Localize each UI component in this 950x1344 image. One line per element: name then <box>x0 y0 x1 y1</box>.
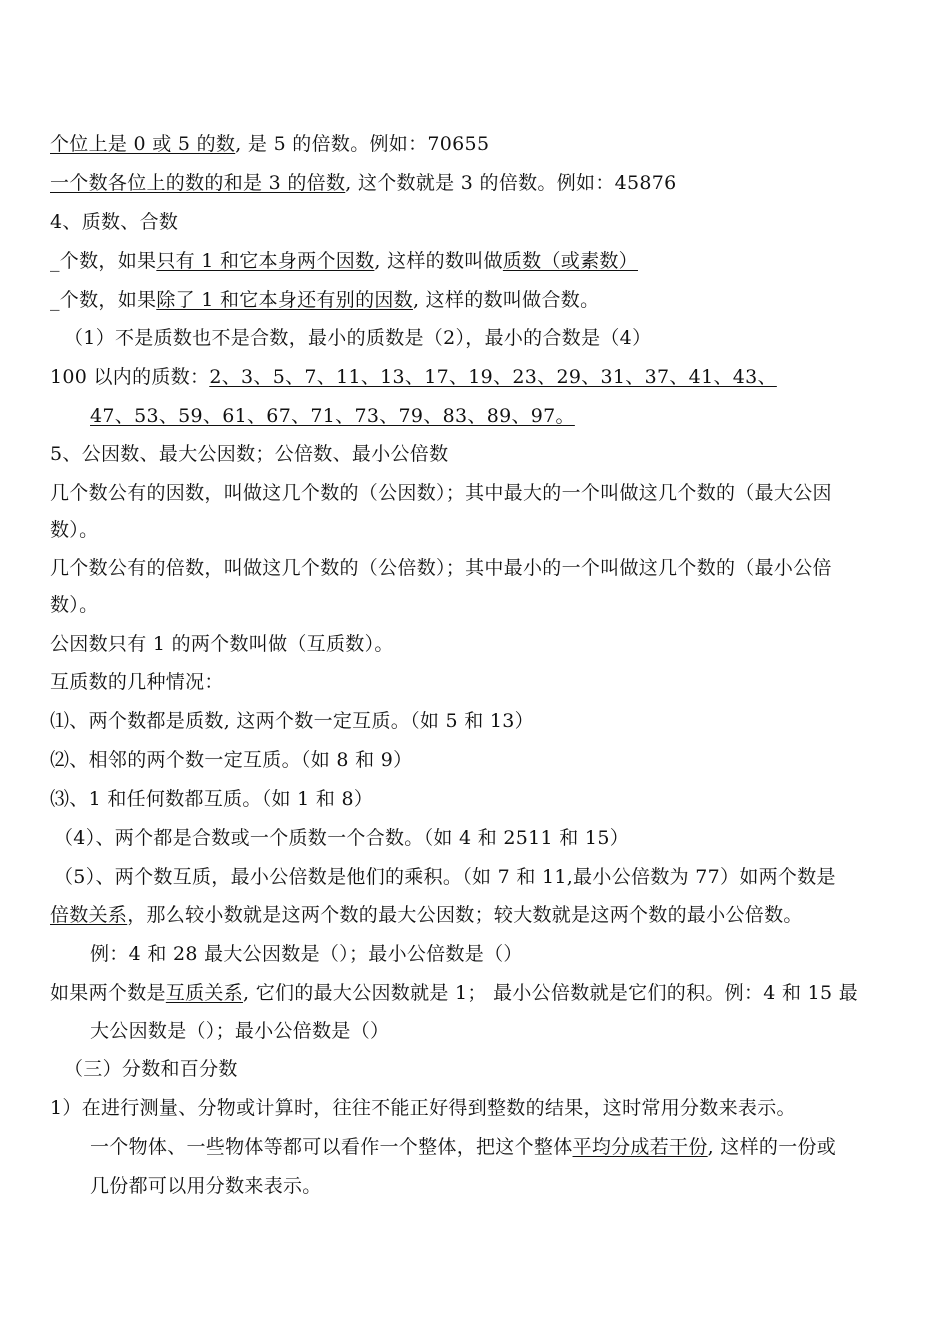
text-line: _个数，如果只有 1 和它本身两个因数, 这样的数叫做质数（或素数） <box>50 250 638 272</box>
text-line: 如果两个数是互质关系, 它们的最大公因数就是 1； 最小公倍数就是它们的积。例：4 和 15 最 <box>50 982 859 1004</box>
text-line: 47、53、59、61、67、71、73、79、83、89、97。 <box>90 405 575 427</box>
text-line: ⑴、两个数都是质数, 这两个数一定互质。（如 5 和 13） <box>50 710 534 732</box>
section-heading: （三）分数和百分数 <box>64 1058 238 1080</box>
section-heading: 4、质数、合数 <box>50 211 179 233</box>
text-line: 个位上是 0 或 5 的数, 是 5 的倍数。例如：70655 <box>50 133 490 155</box>
text-line: 几个数公有的因数，叫做这几个数的（公因数）；其中最大的一个叫做这几个数的（最大公因 <box>50 482 832 504</box>
text-line: ⑶、1 和任何数都互质。（如 1 和 8） <box>50 788 374 810</box>
text-line: _个数，如果除了 1 和它本身还有别的因数, 这样的数叫做合数。 <box>50 289 600 311</box>
text-line: （4）、两个都是合数或一个质数一个合数。（如 4 和 2511 和 15） <box>54 827 630 849</box>
text-line: 几份都可以用分数来表示。 <box>90 1175 322 1197</box>
text-line: （5）、两个数互质，最小公倍数是他们的乘积。（如 7 和 11,最小公倍数为 77）如两个数是 <box>54 866 836 888</box>
section-heading: 5、公因数、最大公因数；公倍数、最小公倍数 <box>50 443 449 465</box>
text-line: 数）。 <box>50 594 99 616</box>
text-line: （1）不是质数也不是合数，最小的质数是（2），最小的合数是（4） <box>64 327 652 349</box>
text-line: 大公因数是（）；最小公倍数是（） <box>90 1020 390 1042</box>
text-line: 互质数的几种情况： <box>50 671 224 693</box>
text-line: ⑵、相邻的两个数一定互质。（如 8 和 9） <box>50 749 413 771</box>
text-line: 数）。 <box>50 519 99 541</box>
text-line: 100 以内的质数：2、3、5、7、11、13、17、19、23、29、31、37、41、43、 <box>50 366 777 388</box>
text-line: 1）在进行测量、分物或计算时，往往不能正好得到整数的结果，这时常用分数来表示。 <box>50 1097 796 1119</box>
text-line: 一个物体、一些物体等都可以看作一个整体，把这个整体平均分成若干份, 这样的一份或 <box>90 1136 837 1158</box>
text-line: 一个数各位上的数的和是 3 的倍数, 这个数就是 3 的倍数。例如：45876 <box>50 172 677 194</box>
text-line: 几个数公有的倍数，叫做这几个数的（公倍数）；其中最小的一个叫做这几个数的（最小公倍 <box>50 557 832 579</box>
text-line: 公因数只有 1 的两个数叫做（互质数）。 <box>50 633 394 655</box>
text-line: 例：4 和 28 最大公因数是（）；最小公倍数是（） <box>90 943 523 965</box>
text-line: 倍数关系，那么较小数就是这两个数的最大公因数；较大数就是这两个数的最小公倍数。 <box>50 904 803 926</box>
